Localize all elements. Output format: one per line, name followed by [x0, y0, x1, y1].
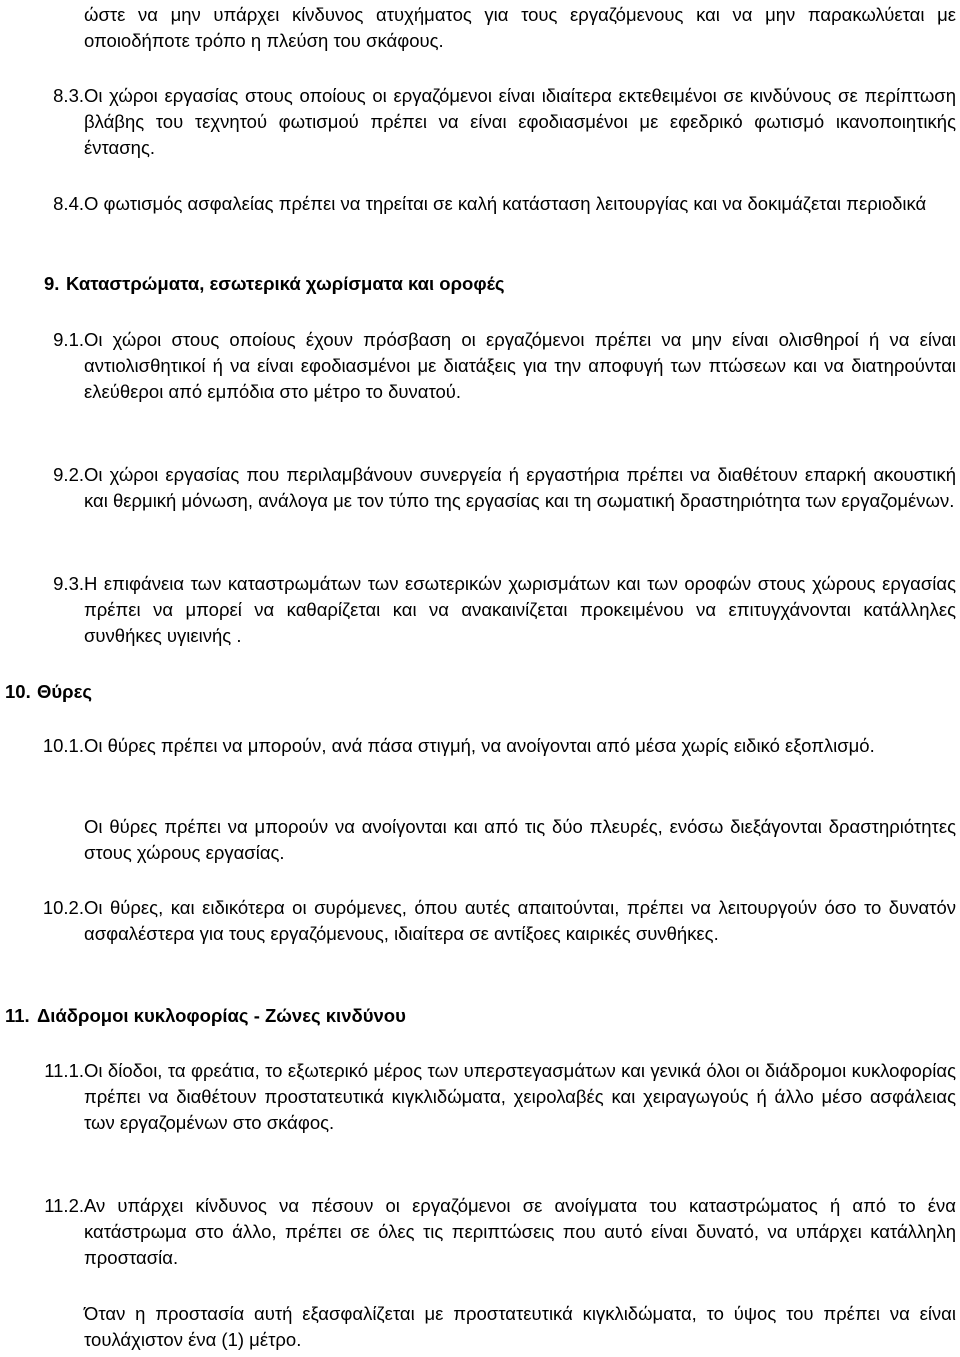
heading-text: Διάδρομοι κυκλοφορίας - Ζώνες κινδύνου — [37, 1005, 406, 1026]
heading-number: 11. — [5, 1005, 30, 1026]
paragraph-number: 10.1. — [42, 735, 84, 756]
paragraph-text: Οι δίοδοι, τα φρεάτια, το εξωτερικό μέρος των υπερστεγασμάτων και γενικά όλοι οι διάδρομοι κυκλοφορίας πρέπει να διαθέτουν προστατευτικά κιγκλιδώματα, χειρολαβές και χειραγωγούς ή άλλο μέσο ασφάλειας των εργαζομένων στο σκάφος. — [84, 1060, 956, 1133]
paragraph-text: Οι θύρες πρέπει να μπορούν, ανά πάσα στιγμή, να ανοίγονται από μέσα χωρίς ειδικό εξοπλισμό. — [84, 735, 875, 756]
paragraph-text: Οι χώροι στους οποίους έχουν πρόσβαση οι εργαζόμενοι πρέπει να μην είναι ολισθηροί ή να είναι αντιολισθητικοί ή να είναι εφοδιασμένοι με διατάξεις για την αποφυγή των πτώσεων και να διατηρούνται ελεύθεροι από εμπόδια στο μέτρο το δυνατού. — [84, 329, 956, 402]
section-heading-10 — [5, 679, 92, 705]
paragraph-text: Οι χώροι εργασίας που περιλαμβάνουν συνεργεία ή εργαστήρια πρέπει να διαθέτουν επαρκή ακουστική και θερμική μόνωση, ανάλογα με τον τύπο της εργασίας και τη σωματική δραστηριότητα των εργαζομένων. — [84, 464, 956, 511]
section-heading-9 — [44, 271, 505, 297]
paragraph-number: 11.2. — [44, 1195, 84, 1216]
section-heading-11 — [5, 1003, 406, 1029]
paragraph-text-continued: Όταν η προστασία αυτή εξασφαλίζεται με προστατευτικά κιγκλιδώματα, το ύψος του πρέπει να είναι τουλάχιστον ένα (1) μέτρο. — [84, 1303, 956, 1350]
paragraph-number: 8.4. — [53, 193, 84, 214]
paragraph-number: 9.3. — [53, 573, 84, 594]
paragraph-text: ώστε να μην υπάρχει κίνδυνος ατυχήματος για τους εργαζόμενους και να μην παρακωλύεται με οποιοδήποτε τρόπο η πλεύση του σκάφους. — [84, 4, 956, 51]
paragraph-text: Αν υπάρχει κίνδυνος να πέσουν οι εργαζόμενοι σε ανοίγματα του καταστρώματος ή από το ένα κατάστρωμα στο άλλο, πρέπει σε όλες τις περιπτώσεις που αυτό είναι δυνατό, να υπάρχει κατάλληλη προστασία. — [84, 1195, 956, 1268]
paragraph-number: 11.1. — [44, 1060, 84, 1081]
paragraph-number: 9.2. — [53, 464, 84, 485]
paragraph-number: 9.1. — [53, 329, 84, 350]
heading-text: Καταστρώματα, εσωτερικά χωρίσματα και οροφές — [66, 273, 505, 294]
paragraph-number: 10.2. — [42, 897, 84, 918]
paragraph-text: Οι χώροι εργασίας στους οποίους οι εργαζόμενοι είναι ιδιαίτερα εκτεθειμένοι σε κινδύνους σε περίπτωση βλάβης του τεχνητού φωτισμού πρέπει να είναι εφοδιασμένοι με εφεδρικό φωτισμό ικανοποιητικής έντασης. — [84, 85, 956, 158]
paragraph-text: Η επιφάνεια των καταστρωμάτων των εσωτερικών χωρισμάτων και των οροφών στους χώρους εργασίας πρέπει να μπορεί να καθαρίζεται και να ανακαινίζεται προκειμένου να επιτυγχάνονται κατάλληλες συνθήκες υγιεινής . — [84, 573, 956, 646]
heading-text: Θύρες — [37, 681, 93, 702]
paragraph-text-continued: Οι θύρες πρέπει να μπορούν να ανοίγονται και από τις δύο πλευρές, ενόσω διεξάγονται δραστηριότητες στους χώρους εργασίας. — [84, 816, 956, 863]
paragraph-text: Ο φωτισμός ασφαλείας πρέπει να τηρείται σε καλή κατάσταση λειτουργίας και να δοκιμάζεται περιοδικά — [84, 193, 927, 214]
heading-number: 9. — [44, 273, 60, 294]
heading-number: 10. — [5, 681, 31, 702]
paragraph-number: 8.3. — [53, 85, 84, 106]
paragraph-text: Οι θύρες, και ειδικότερα οι συρόμενες, όπου αυτές απαιτούνται, πρέπει να λειτουργούν όσο το δυνατόν ασφαλέστερα για τους εργαζόμενους, ιδιαίτερα σε αντίξοες καιρικές συνθήκες. — [84, 897, 956, 944]
